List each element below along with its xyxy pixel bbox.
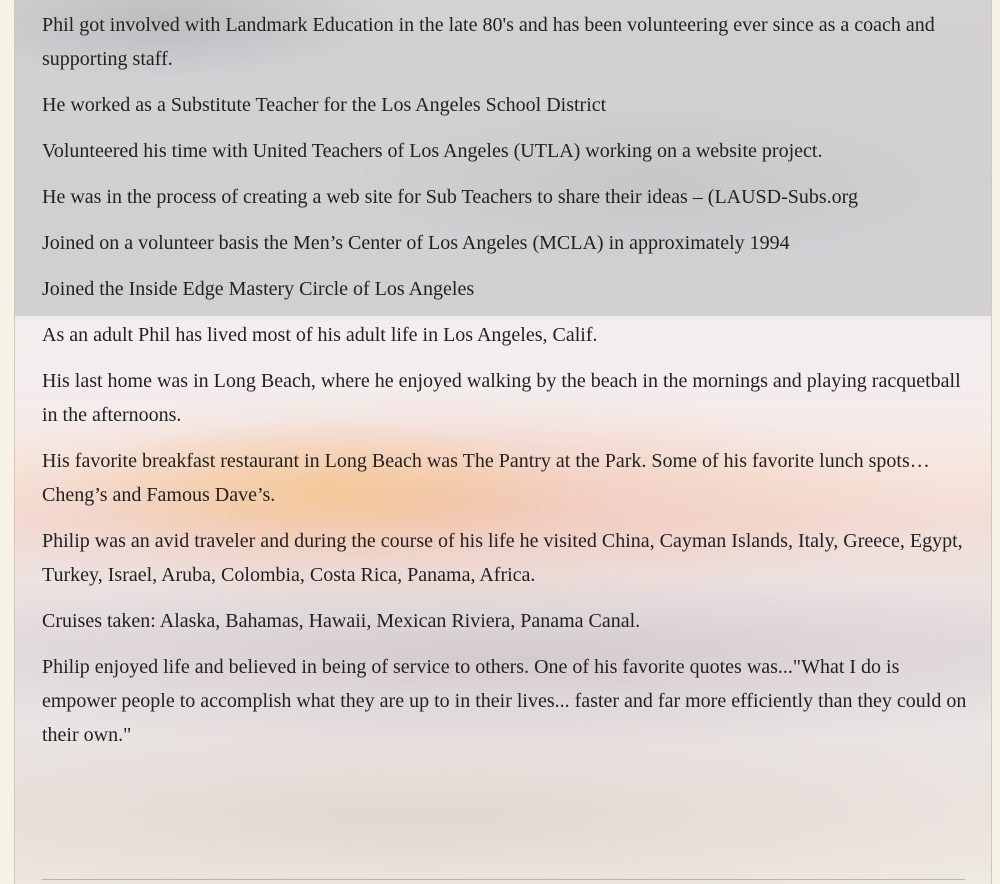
bio-paragraph-long-beach: His last home was in Long Beach, where he enjoyed walking by the beach in the mornings and playing racquetball in the afternoons. — [42, 370, 961, 426]
bio-paragraph-quote: Philip enjoyed life and believed in being of service to others. One of his favorite quotes was..."What I do is empower people to accomplish what they are up to in their lives... faster and far more efficiently than they could on their own." — [42, 656, 967, 746]
bio-paragraph-restaurants: His favorite breakfast restaurant in Long Beach was The Pantry at the Park. Some of his favorite lunch spots… Cheng’s and Famous Dave’s. — [42, 450, 930, 506]
bio-paragraph-los-angeles: As an adult Phil has lived most of his adult life in Los Angeles, Calif. — [42, 324, 598, 346]
bio-paragraph-utla: Volunteered his time with United Teachers of Los Angeles (UTLA) working on a website project. — [42, 140, 823, 162]
bio-paragraph-mcla: Joined on a volunteer basis the Men’s Center of Los Angeles (MCLA) in approximately 1994 — [42, 232, 790, 254]
bio-text — [42, 8, 972, 764]
bio-paragraph-cruises: Cruises taken: Alaska, Bahamas, Hawaii, Mexican Riviera, Panama Canal. — [42, 610, 641, 632]
content-panel — [14, 0, 992, 884]
bio-paragraph-substitute-teacher: He worked as a Substitute Teacher for the Los Angeles School District — [42, 94, 607, 116]
bio-paragraph-lausd-subs: He was in the process of creating a web site for Sub Teachers to share their ideas – (LAUSD-Subs.org — [42, 186, 858, 208]
bio-paragraph-inside-edge: Joined the Inside Edge Mastery Circle of Los Angeles — [42, 278, 475, 300]
bio-paragraph-landmark: Phil got involved with Landmark Education in the late 80's and has been volunteering ever since as a coach and supporting staff. — [42, 14, 935, 70]
bio-paragraph-travel: Philip was an avid traveler and during the course of his life he visited China, Cayman Islands, Italy, Greece, Egypt, Turkey, Israel, Aruba, Colombia, Costa Rica, Panama, Africa. — [42, 530, 963, 586]
divider — [42, 879, 965, 880]
